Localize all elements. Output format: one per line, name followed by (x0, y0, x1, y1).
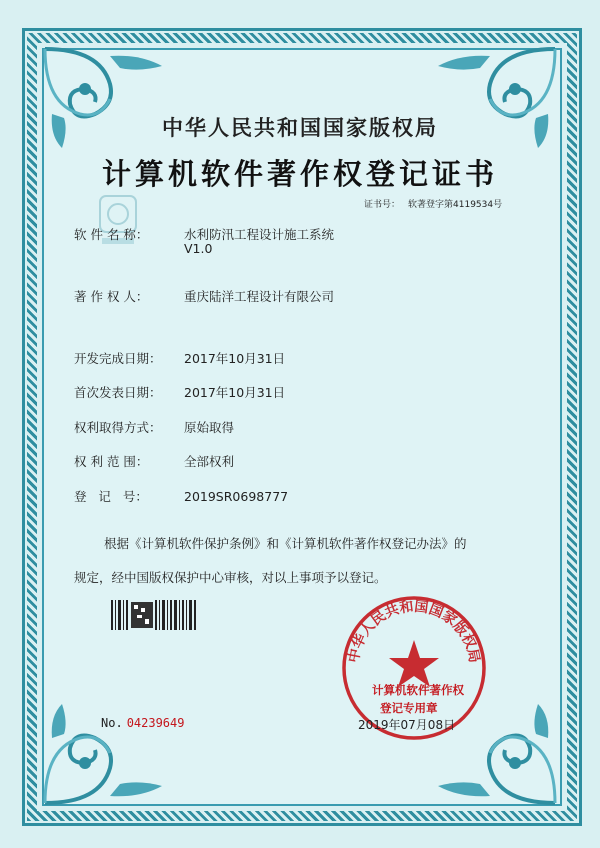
serial-number (101, 716, 184, 730)
scope-row (74, 452, 234, 470)
software-version-value: V1.0 (184, 241, 213, 256)
pub-date-label: 首次发表日期： (74, 385, 162, 400)
dev-date-row (74, 349, 285, 367)
software-name-value: 水利防汛工程设计施工系统 (184, 227, 335, 242)
certificate-number-value: 软著登字第4119534号 (408, 200, 503, 210)
method-row (74, 418, 234, 436)
owner-value: 重庆陆洋工程设计有限公司 (184, 289, 335, 304)
dev-date-label: 开发完成日期： (74, 351, 162, 366)
dev-date-value: 2017年10月31日 (184, 351, 286, 366)
seal-inner-line-2: 登记专用章 (380, 701, 438, 715)
method-label: 权利取得方式： (74, 420, 162, 435)
seal-inner-line-1: 计算机软件著作权 (372, 683, 464, 697)
method-value: 原始取得 (184, 420, 235, 435)
certificate-title: 计算机软件著作权登记证书 (101, 157, 498, 191)
software-name-label: 软 件 名 称： (74, 227, 149, 242)
serial-label: No. (101, 716, 123, 730)
certificate-number-label: 证书号： (364, 200, 401, 210)
seal-ring-text: 中华人民共和国国家版权局 (345, 598, 483, 665)
owner-label: 著 作 权 人： (74, 289, 149, 304)
issuer-heading: 中华人民共和国国家版权局 (162, 116, 438, 140)
scope-label: 权 利 范 围： (74, 454, 149, 469)
pub-date-value: 2017年10月31日 (184, 385, 286, 400)
registration-label: 登 记 号： (74, 489, 148, 504)
corner-ornament-icon (40, 698, 170, 808)
certificate-number (364, 197, 510, 210)
barcode-icon (111, 600, 197, 630)
statement-line-1: 根据《计算机软件保护条例》和《计算机软件著作权登记办法》的 (104, 536, 467, 551)
registration-value: 2019SR0698777 (184, 489, 289, 504)
serial-value: 04239649 (126, 716, 185, 730)
pub-date-row (74, 383, 285, 401)
scope-value: 全部权利 (184, 454, 235, 469)
registration-row (74, 487, 288, 505)
owner-row (74, 287, 334, 305)
issue-date: 2019年07月08日 (358, 718, 456, 732)
statement-line-2: 规定，经中国版权保护中心审核，对以上事项予以登记。 (74, 570, 387, 585)
